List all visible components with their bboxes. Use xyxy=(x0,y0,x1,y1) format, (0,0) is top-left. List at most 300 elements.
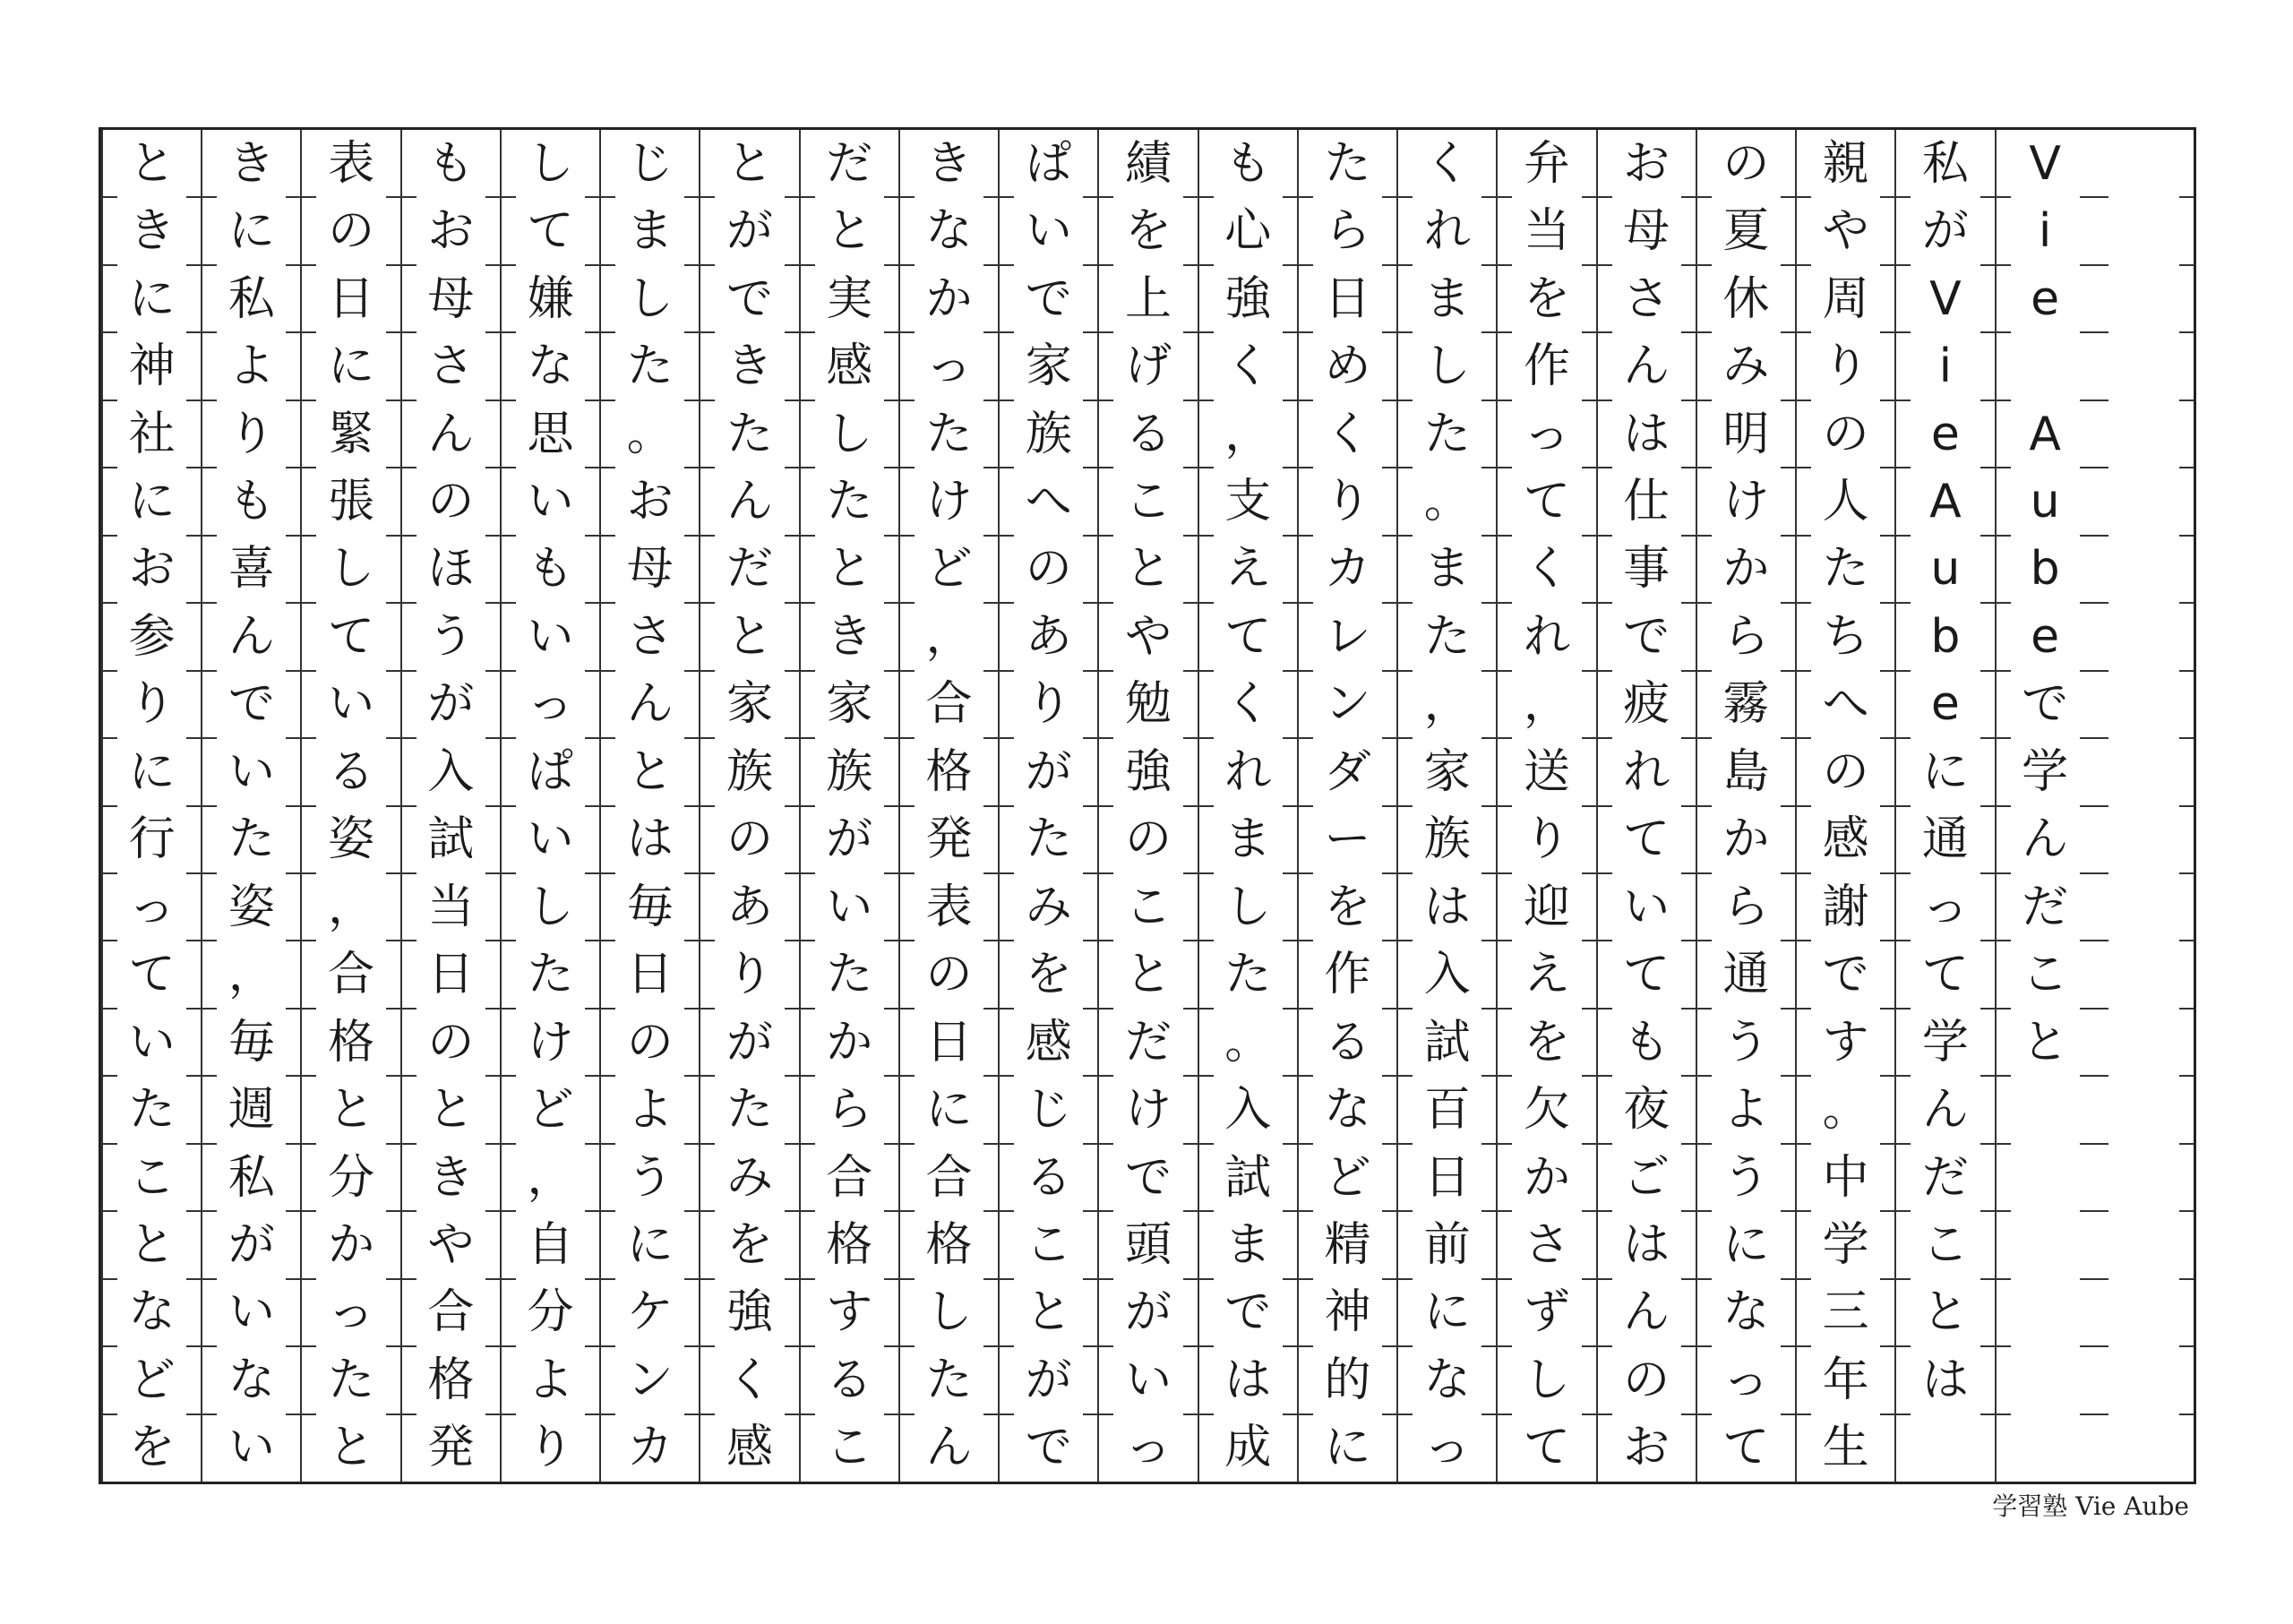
manuscript-char: 分 xyxy=(328,1150,375,1205)
manuscript-char: 親 xyxy=(1822,136,1869,191)
manuscript-char: な xyxy=(228,1353,275,1407)
manuscript-cell xyxy=(1498,197,1595,264)
manuscript-char: 格 xyxy=(925,1217,973,1272)
manuscript-cell xyxy=(1099,1144,1197,1211)
manuscript-char: る xyxy=(1025,1150,1072,1205)
manuscript-cell xyxy=(900,1076,998,1143)
manuscript-column xyxy=(1198,130,1297,1482)
manuscript-char: り xyxy=(1324,474,1371,528)
manuscript-column xyxy=(599,130,699,1482)
manuscript-cell xyxy=(1797,332,1894,400)
manuscript-cell xyxy=(601,130,699,197)
manuscript-char: も xyxy=(527,542,574,597)
manuscript-cell xyxy=(302,1076,399,1143)
manuscript-char: 生 xyxy=(1822,1421,1869,1475)
manuscript-cell xyxy=(1398,1076,1496,1143)
manuscript-cell xyxy=(502,197,599,264)
manuscript-char: い xyxy=(328,677,375,732)
manuscript-char: 実 xyxy=(826,271,873,326)
manuscript-char: で xyxy=(1623,609,1670,664)
manuscript-cell xyxy=(1498,603,1595,670)
manuscript-char: 精 xyxy=(1324,1217,1371,1272)
manuscript-char: な xyxy=(1722,1285,1770,1340)
manuscript-cell xyxy=(1099,197,1197,264)
manuscript-cell xyxy=(103,1279,201,1346)
manuscript-cell xyxy=(900,536,998,603)
manuscript-cell xyxy=(1000,468,1097,535)
manuscript-cell xyxy=(302,1211,399,1278)
manuscript-char: に xyxy=(128,271,176,326)
manuscript-char: e xyxy=(1930,677,1960,732)
manuscript-char: た xyxy=(1423,407,1471,461)
manuscript-char: 合 xyxy=(826,1150,873,1205)
manuscript-char: を xyxy=(1025,948,1072,1002)
manuscript-char: 。 xyxy=(1423,474,1471,528)
manuscript-char: 強 xyxy=(1224,271,1272,326)
manuscript-char: も xyxy=(1623,1015,1670,1070)
manuscript-char: が xyxy=(1124,1285,1172,1340)
manuscript-char: け xyxy=(527,1015,574,1070)
manuscript-cell xyxy=(1498,400,1595,468)
manuscript-cell xyxy=(1299,1076,1396,1143)
manuscript-char: 入 xyxy=(427,744,475,799)
manuscript-char: i xyxy=(2038,204,2052,259)
manuscript-column xyxy=(400,130,500,1482)
manuscript-char: な xyxy=(527,339,574,394)
manuscript-char: ど xyxy=(527,1083,574,1138)
manuscript-char: ま xyxy=(1224,812,1272,867)
manuscript-cell xyxy=(202,1076,300,1143)
manuscript-cell xyxy=(1498,1009,1595,1076)
manuscript-cell xyxy=(1299,332,1396,400)
manuscript-char: 感 xyxy=(826,339,873,394)
manuscript-char: っ xyxy=(128,880,176,934)
manuscript-cell xyxy=(900,1346,998,1413)
manuscript-char: か xyxy=(1722,812,1770,867)
manuscript-char: て xyxy=(1224,609,1272,664)
manuscript-char: の xyxy=(1124,812,1172,867)
manuscript-char: が xyxy=(1921,204,1969,259)
manuscript-char: 合 xyxy=(925,1150,973,1205)
manuscript-char: ぱ xyxy=(1025,136,1072,191)
manuscript-cell xyxy=(900,332,998,400)
manuscript-char: を xyxy=(1523,1015,1570,1070)
manuscript-cell xyxy=(103,197,201,264)
manuscript-cell xyxy=(402,130,500,197)
manuscript-cell xyxy=(502,1346,599,1413)
manuscript-cell xyxy=(601,1346,699,1413)
manuscript-char: る xyxy=(328,744,375,799)
manuscript-cell xyxy=(1797,197,1894,264)
manuscript-char: し xyxy=(1423,339,1471,394)
manuscript-char: へ xyxy=(1025,474,1072,528)
manuscript-char: カ xyxy=(1324,542,1371,597)
manuscript-char: た xyxy=(1822,542,1869,597)
manuscript-char: か xyxy=(1722,542,1770,597)
manuscript-cell xyxy=(601,603,699,670)
manuscript-char: い xyxy=(826,880,873,934)
manuscript-char: 喜 xyxy=(228,542,275,597)
manuscript-char: は xyxy=(626,812,674,867)
manuscript-char: に xyxy=(1722,1217,1770,1272)
manuscript-cell xyxy=(1697,468,1795,535)
manuscript-cell xyxy=(1299,197,1396,264)
manuscript-cell xyxy=(801,468,898,535)
manuscript-char: 私 xyxy=(228,271,275,326)
manuscript-cell xyxy=(202,536,300,603)
manuscript-cell xyxy=(900,1414,998,1482)
manuscript-cell xyxy=(1498,1279,1595,1346)
manuscript-char: の xyxy=(1722,136,1770,191)
manuscript-char: A xyxy=(2029,407,2061,461)
manuscript-cell xyxy=(700,265,798,332)
manuscript-char: の xyxy=(427,474,475,528)
manuscript-cell xyxy=(302,941,399,1008)
manuscript-cell xyxy=(1299,1279,1396,1346)
manuscript-cell xyxy=(1797,1009,1894,1076)
manuscript-char: 感 xyxy=(726,1421,774,1475)
manuscript-cell xyxy=(1199,1076,1297,1143)
manuscript-char: み xyxy=(726,1150,774,1205)
manuscript-cell xyxy=(202,332,300,400)
manuscript-char: っ xyxy=(1423,1421,1471,1475)
manuscript-cell xyxy=(1697,603,1795,670)
manuscript-cell xyxy=(1896,671,1994,738)
manuscript-cell xyxy=(1299,671,1396,738)
manuscript-char: 参 xyxy=(128,609,176,664)
manuscript-cell xyxy=(1099,806,1197,873)
manuscript-cell xyxy=(1797,1076,1894,1143)
manuscript-cell xyxy=(1099,941,1197,1008)
manuscript-char: に xyxy=(128,474,176,528)
manuscript-cell xyxy=(601,873,699,941)
manuscript-char: 入 xyxy=(1423,948,1471,1002)
manuscript-char: ん xyxy=(1921,1083,1969,1138)
manuscript-cell xyxy=(700,1414,798,1482)
manuscript-char: お xyxy=(1623,136,1670,191)
manuscript-sheet xyxy=(99,127,2196,1484)
manuscript-cell xyxy=(1997,941,2094,1008)
manuscript-char: よ xyxy=(626,1083,674,1138)
manuscript-cell xyxy=(1797,873,1894,941)
manuscript-cell xyxy=(2094,536,2194,603)
manuscript-char: 家 xyxy=(826,677,873,732)
manuscript-cell xyxy=(700,738,798,805)
manuscript-cell xyxy=(700,332,798,400)
manuscript-char: 格 xyxy=(925,744,973,799)
manuscript-char: 頭 xyxy=(1124,1217,1172,1272)
manuscript-cell xyxy=(202,1414,300,1482)
manuscript-cell xyxy=(1598,1144,1696,1211)
manuscript-cell xyxy=(801,1414,898,1482)
manuscript-char: 試 xyxy=(427,812,475,867)
manuscript-cell xyxy=(1099,332,1197,400)
manuscript-char: が xyxy=(427,677,475,732)
manuscript-cell xyxy=(1199,873,1297,941)
manuscript-cell xyxy=(1797,265,1894,332)
manuscript-char: て xyxy=(1722,1421,1770,1475)
manuscript-char: い xyxy=(228,744,275,799)
manuscript-char: e xyxy=(2031,609,2060,664)
manuscript-column xyxy=(1097,130,1197,1482)
manuscript-char: り xyxy=(726,948,774,1002)
manuscript-cell xyxy=(1199,1346,1297,1413)
manuscript-char: だ xyxy=(826,136,873,191)
manuscript-char: 家 xyxy=(1423,744,1471,799)
manuscript-cell xyxy=(900,1144,998,1211)
manuscript-cell xyxy=(302,1144,399,1211)
manuscript-char: い xyxy=(228,1285,275,1340)
manuscript-cell xyxy=(1199,197,1297,264)
manuscript-char: の xyxy=(1822,407,1869,461)
manuscript-cell xyxy=(1598,265,1696,332)
manuscript-cell xyxy=(1797,400,1894,468)
manuscript-char: っ xyxy=(1124,1421,1172,1475)
manuscript-char: や xyxy=(1822,204,1869,259)
manuscript-cell xyxy=(402,738,500,805)
manuscript-cell xyxy=(103,873,201,941)
manuscript-cell xyxy=(1697,806,1795,873)
manuscript-cell xyxy=(700,536,798,603)
manuscript-char: お xyxy=(427,204,475,259)
manuscript-char: た xyxy=(328,1353,375,1407)
manuscript-char: u xyxy=(1930,542,1961,597)
manuscript-cell xyxy=(1299,941,1396,1008)
manuscript-char: 週 xyxy=(228,1083,275,1138)
manuscript-char: い xyxy=(1623,880,1670,934)
manuscript-cell xyxy=(1398,671,1496,738)
manuscript-cell xyxy=(2094,265,2194,332)
manuscript-char: す xyxy=(826,1285,873,1340)
manuscript-cell xyxy=(1099,265,1197,332)
manuscript-char: 欠 xyxy=(1523,1083,1570,1138)
manuscript-cell xyxy=(2094,1346,2194,1413)
manuscript-column xyxy=(1696,130,1795,1482)
manuscript-cell xyxy=(2094,332,2194,400)
manuscript-cell xyxy=(402,1211,500,1278)
manuscript-char: ー xyxy=(1324,812,1371,867)
manuscript-cell xyxy=(1997,1211,2094,1278)
manuscript-cell xyxy=(1797,738,1894,805)
manuscript-cell xyxy=(103,738,201,805)
manuscript-cell xyxy=(502,873,599,941)
manuscript-char: じ xyxy=(1025,1083,1072,1138)
manuscript-cell xyxy=(601,671,699,738)
manuscript-cell xyxy=(1000,671,1097,738)
manuscript-cell xyxy=(202,873,300,941)
manuscript-cell xyxy=(202,806,300,873)
manuscript-cell xyxy=(900,468,998,535)
manuscript-char: 百 xyxy=(1423,1083,1471,1138)
manuscript-column xyxy=(1496,130,1595,1482)
manuscript-char: こ xyxy=(1124,880,1172,934)
manuscript-char: 謝 xyxy=(1822,880,1869,934)
manuscript-char: に xyxy=(128,744,176,799)
manuscript-cell xyxy=(1598,1009,1696,1076)
manuscript-cell xyxy=(1598,603,1696,670)
manuscript-char: う xyxy=(1722,1150,1770,1205)
manuscript-char: ん xyxy=(2022,812,2069,867)
manuscript-cell xyxy=(1498,1076,1595,1143)
manuscript-cell xyxy=(1896,1076,1994,1143)
manuscript-cell xyxy=(202,130,300,197)
manuscript-cell xyxy=(601,265,699,332)
manuscript-cell xyxy=(402,806,500,873)
manuscript-char: 家 xyxy=(726,677,774,732)
manuscript-cell xyxy=(1398,130,1496,197)
manuscript-cell xyxy=(302,806,399,873)
manuscript-char: 霧 xyxy=(1722,677,1770,732)
manuscript-cell xyxy=(900,671,998,738)
manuscript-cell xyxy=(1598,1076,1696,1143)
manuscript-char: お xyxy=(626,474,674,528)
manuscript-cell xyxy=(302,1414,399,1482)
manuscript-char: や xyxy=(1124,609,1172,664)
manuscript-char: す xyxy=(1822,1015,1869,1070)
manuscript-char: い xyxy=(128,1015,176,1070)
manuscript-cell xyxy=(202,738,300,805)
manuscript-cell xyxy=(801,671,898,738)
manuscript-cell xyxy=(2094,1414,2194,1482)
manuscript-char: け xyxy=(1124,1083,1172,1138)
manuscript-char: を xyxy=(1124,204,1172,259)
manuscript-cell xyxy=(1199,536,1297,603)
manuscript-cell xyxy=(1797,468,1894,535)
manuscript-cell xyxy=(1697,1346,1795,1413)
manuscript-char: じ xyxy=(626,136,674,191)
manuscript-cell xyxy=(1498,941,1595,1008)
manuscript-column xyxy=(1795,130,1894,1482)
manuscript-cell xyxy=(1099,1211,1197,1278)
manuscript-column xyxy=(1995,130,2094,1482)
manuscript-cell xyxy=(1997,738,2094,805)
manuscript-char: て xyxy=(128,948,176,1002)
manuscript-cell xyxy=(1498,265,1595,332)
manuscript-char: た xyxy=(826,474,873,528)
manuscript-char: 日 xyxy=(1324,271,1371,326)
manuscript-char: と xyxy=(128,1217,176,1272)
manuscript-cell xyxy=(900,873,998,941)
manuscript-cell xyxy=(1797,806,1894,873)
manuscript-cell xyxy=(1398,873,1496,941)
manuscript-cell xyxy=(202,265,300,332)
manuscript-char: 事 xyxy=(1623,542,1670,597)
manuscript-cell xyxy=(502,1144,599,1211)
manuscript-char: き xyxy=(128,204,176,259)
manuscript-char: 姿 xyxy=(228,880,275,934)
manuscript-cell xyxy=(601,400,699,468)
manuscript-cell xyxy=(1000,603,1097,670)
manuscript-cell xyxy=(601,806,699,873)
manuscript-column xyxy=(500,130,599,1482)
manuscript-cell xyxy=(1099,1009,1197,1076)
manuscript-char: が xyxy=(726,1015,774,1070)
manuscript-cell xyxy=(202,1144,300,1211)
manuscript-char: し xyxy=(527,136,574,191)
manuscript-char: く xyxy=(726,1353,774,1407)
manuscript-cell xyxy=(1099,400,1197,468)
manuscript-cell xyxy=(502,1009,599,1076)
manuscript-char: ら xyxy=(1324,204,1371,259)
manuscript-char: っ xyxy=(925,339,973,394)
manuscript-cell xyxy=(1697,671,1795,738)
manuscript-cell xyxy=(1797,671,1894,738)
manuscript-cell xyxy=(502,265,599,332)
manuscript-cell xyxy=(1099,468,1197,535)
manuscript-cell xyxy=(1697,197,1795,264)
manuscript-char: で xyxy=(1124,1150,1172,1205)
manuscript-char: 感 xyxy=(1025,1015,1072,1070)
manuscript-cell xyxy=(402,873,500,941)
manuscript-cell xyxy=(2094,941,2194,1008)
manuscript-column xyxy=(1297,130,1396,1482)
manuscript-cell xyxy=(1398,1009,1496,1076)
manuscript-char: 島 xyxy=(1722,744,1770,799)
manuscript-char: っ xyxy=(1722,1353,1770,1407)
manuscript-cell xyxy=(2094,130,2194,197)
manuscript-cell xyxy=(1398,941,1496,1008)
manuscript-cell xyxy=(103,468,201,535)
manuscript-cell xyxy=(1398,400,1496,468)
manuscript-cell xyxy=(1099,873,1197,941)
manuscript-char: 発 xyxy=(427,1421,475,1475)
manuscript-char: e xyxy=(1930,407,1960,461)
manuscript-cell xyxy=(1199,603,1297,670)
manuscript-cell xyxy=(1199,1144,1297,1211)
manuscript-char: た xyxy=(1423,609,1471,664)
manuscript-cell xyxy=(302,265,399,332)
manuscript-cell xyxy=(2094,400,2194,468)
manuscript-char: 三 xyxy=(1822,1285,1869,1340)
manuscript-cell xyxy=(1398,265,1496,332)
manuscript-char: 学 xyxy=(2022,744,2069,799)
manuscript-char: 自 xyxy=(527,1217,574,1272)
manuscript-char: ダ xyxy=(1324,744,1371,799)
manuscript-cell xyxy=(202,1211,300,1278)
manuscript-char: い xyxy=(228,1421,275,1475)
manuscript-cell xyxy=(1598,197,1696,264)
manuscript-cell xyxy=(1199,1414,1297,1482)
manuscript-cell xyxy=(1896,468,1994,535)
manuscript-cell xyxy=(1997,873,2094,941)
manuscript-char: と xyxy=(128,136,176,191)
manuscript-char: i xyxy=(1938,339,1953,394)
manuscript-cell xyxy=(1099,603,1197,670)
manuscript-char: 行 xyxy=(128,812,176,867)
manuscript-cell xyxy=(103,1076,201,1143)
manuscript-cell xyxy=(1697,873,1795,941)
manuscript-char: ， xyxy=(1523,677,1570,732)
manuscript-cell xyxy=(1000,1414,1097,1482)
manuscript-cell xyxy=(1498,806,1595,873)
manuscript-char: な xyxy=(925,204,973,259)
manuscript-cell xyxy=(1398,1279,1496,1346)
manuscript-char: ど xyxy=(128,1353,176,1407)
manuscript-char: ほ xyxy=(427,542,475,597)
manuscript-cell xyxy=(1797,1279,1894,1346)
manuscript-cell xyxy=(1000,1279,1097,1346)
manuscript-char: 的 xyxy=(1324,1353,1371,1407)
manuscript-cell xyxy=(1000,197,1097,264)
manuscript-char: め xyxy=(1324,339,1371,394)
manuscript-cell xyxy=(2094,603,2194,670)
manuscript-cell xyxy=(502,941,599,1008)
manuscript-cell xyxy=(1000,1009,1097,1076)
manuscript-char: も xyxy=(228,474,275,528)
manuscript-char: も xyxy=(427,136,475,191)
manuscript-char: 家 xyxy=(1025,339,1072,394)
manuscript-char: い xyxy=(527,812,574,867)
